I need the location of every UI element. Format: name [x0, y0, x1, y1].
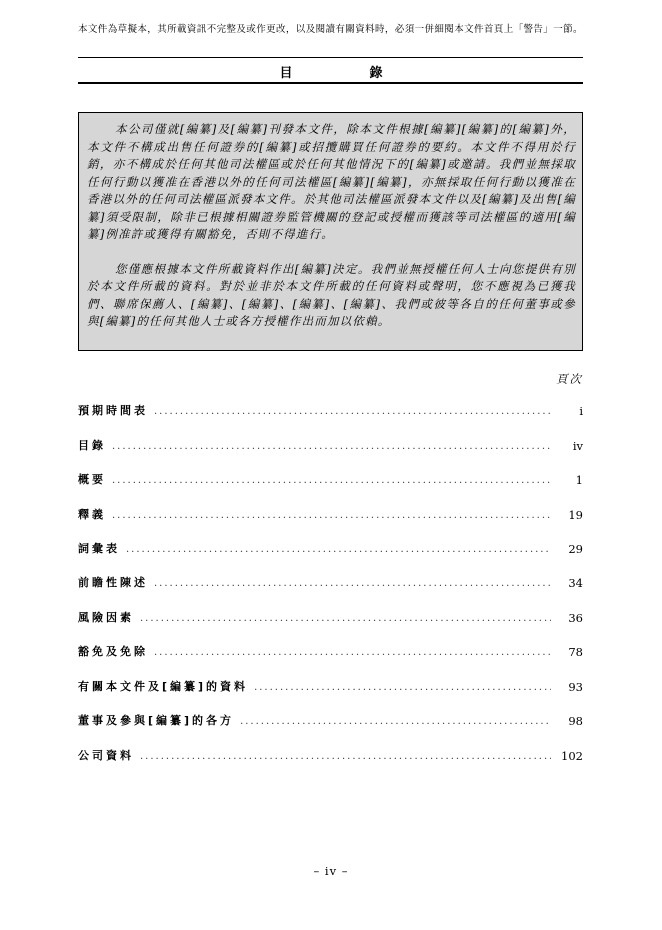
toc-dot-leader: [154, 646, 551, 659]
toc-entry-page: 102: [561, 749, 583, 763]
toc-dot-leader: [240, 715, 551, 728]
toc-entry-label: 詞彙表: [78, 542, 120, 555]
toc-entry-page: i: [579, 404, 583, 418]
toc-dot-leader: [154, 405, 551, 418]
toc-entry-forward-looking-statements[interactable]: [78, 574, 583, 590]
toc-entry-label: 概要: [78, 473, 106, 486]
toc-dot-leader: [112, 440, 551, 453]
page-number: – iv –: [313, 864, 349, 878]
toc-entry-label: 風險因素: [78, 611, 134, 624]
toc-entry-glossary[interactable]: [78, 540, 583, 556]
toc-entry-page: 78: [568, 645, 583, 659]
toc-entry-page: 19: [568, 508, 583, 522]
toc-dot-leader: [254, 681, 551, 694]
notice-paragraph-2: 您僅應根據本文件所載資料作出[編纂]決定。我們並無授權任何人士向您提供有別於本文件所載的資料。對於並非於本文件所載的任何資料或聲明，您不應視為已獲我們、聯席保薦人、[編纂]、[編纂]、[編纂]、[編纂]、我們或彼等各自的任何董事或參與[編纂]的任何其他人士或各方授權作出而加以依賴。: [87, 261, 576, 328]
toc-entry-page: 36: [568, 611, 583, 625]
toc-entry-page: iv: [572, 439, 583, 453]
toc-entry-expected-timetable[interactable]: [78, 402, 583, 418]
toc-entry-page: 1: [575, 473, 583, 487]
toc-entry-information-about-document[interactable]: [78, 678, 583, 694]
toc-entry-label: 豁免及免除: [78, 645, 148, 658]
toc-dot-leader: [112, 509, 551, 522]
header-divider: [78, 57, 583, 58]
toc-dot-leader: [112, 474, 551, 487]
toc-entry-summary[interactable]: [78, 471, 583, 487]
toc-entry-label: 釋義: [78, 508, 106, 521]
toc-entry-label: 董事及參與[編纂]的各方: [78, 714, 235, 727]
toc-entry-page: 93: [568, 680, 583, 694]
toc-entry-label: 公司資料: [78, 749, 134, 762]
toc-dot-leader: [126, 543, 551, 556]
toc-entry-directors-and-parties[interactable]: [78, 712, 583, 728]
toc-entry-definitions[interactable]: [78, 506, 583, 522]
toc-dot-leader: [140, 612, 551, 625]
toc-entry-label: 預期時間表: [78, 404, 148, 417]
toc-entry-contents[interactable]: [78, 437, 583, 453]
toc-entry-label: 前瞻性陳述: [78, 576, 148, 589]
toc-entry-waivers-and-exemptions[interactable]: [78, 643, 583, 659]
toc-entry-label: 目錄: [78, 439, 106, 452]
notice-paragraph-1: 本公司僅就[編纂]及[編纂]刊發本文件，除本文件根據[編纂][編纂]的[編纂]外，本文件不構成出售任何證券的[編纂]或招攬購買任何證券的要約。本文件不得用於行銷，亦不構成於任何其他司法權區或於任何其他情況下的[編纂]或邀請。我們並無採取任何行動以獲准在香港以外的任何司法權區[編纂][編纂]，亦無採取任何行動以獲准在香港以外的任何司法權區派發本文件。於其他司法權區派發本文件以及[編纂]及出售[編纂]須受限制，除非已根據相關證券監管機關的登記或授權而獲該等司法權區的適用[編纂]例准許或獲得有關豁免，否則不得進行。: [87, 122, 576, 241]
page-title: 目 錄: [279, 66, 415, 81]
toc-entry-page: 29: [568, 542, 583, 556]
toc-dot-leader: [154, 577, 551, 590]
toc-entry-corporate-information[interactable]: [78, 747, 583, 763]
toc-entry-page: 98: [568, 714, 583, 728]
toc-entry-risk-factors[interactable]: [78, 609, 583, 625]
toc-dot-leader: [140, 750, 551, 763]
toc-entry-label: 有關本文件及[編纂]的資料: [78, 680, 249, 693]
notice-box: [78, 112, 583, 351]
title-underline: [78, 82, 583, 84]
page-column-header: 頁次: [556, 372, 583, 386]
draft-disclaimer: 本文件為草擬本，其所載資訊不完整及或作更改，以及閱讀有關資料時，必須一併細閱本文件首頁上「警告」一節。: [78, 24, 583, 35]
toc-entry-page: 34: [568, 576, 583, 590]
